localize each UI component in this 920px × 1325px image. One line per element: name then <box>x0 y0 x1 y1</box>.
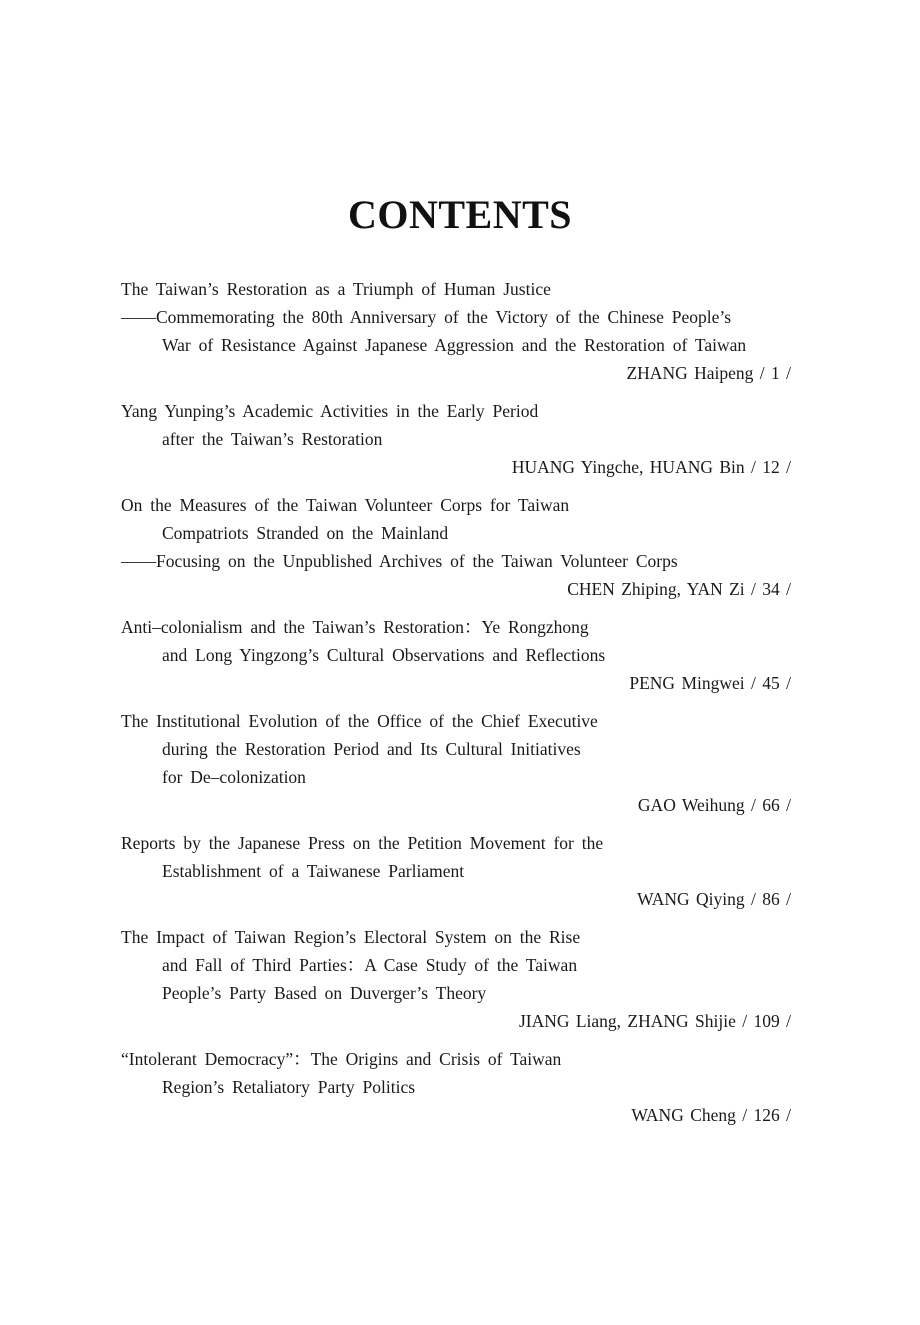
toc-title-line: Compatriots Stranded on the Mainland <box>162 523 449 543</box>
toc-title-line: Yang Yunping’s Academic Activities in the Early Period <box>121 401 539 421</box>
toc-authors-page: WANG Qiying / 86 / <box>637 889 791 909</box>
toc-title-line: and Long Yingzong’s Cultural Observations and Reflections <box>162 645 606 665</box>
toc-authors-page: ZHANG Haipeng / 1 / <box>626 363 791 383</box>
toc-authors-page: PENG Mingwei / 45 / <box>629 673 791 693</box>
toc-entry <box>121 1045 791 1129</box>
toc-entry <box>121 707 791 819</box>
toc-title-line: The Institutional Evolution of the Office of the Chief Executive <box>121 711 598 731</box>
toc-entry <box>121 923 791 1035</box>
toc-authors-page: GAO Weihung / 66 / <box>637 795 791 815</box>
toc-authors-page: JIANG Liang, ZHANG Shijie / 109 / <box>518 1011 791 1031</box>
toc-title-line: People’s Party Based on Duverger’s Theory <box>162 983 487 1003</box>
toc-entry <box>121 275 791 387</box>
page-title: CONTENTS <box>347 192 573 237</box>
toc-title-line: during the Restoration Period and Its Cultural Initiatives <box>162 739 581 759</box>
toc-entry <box>121 397 791 481</box>
toc-title-line: ——Commemorating the 80th Anniversary of the Victory of the Chinese People’s <box>121 307 732 327</box>
toc-title-line: for De–colonization <box>162 767 306 787</box>
toc-title-line: after the Taiwan’s Restoration <box>162 429 383 449</box>
toc-entry <box>121 613 791 697</box>
toc-title-line: Establishment of a Taiwanese Parliament <box>162 861 465 881</box>
toc-authors-page: HUANG Yingche, HUANG Bin / 12 / <box>511 457 791 477</box>
toc-title-line: The Taiwan’s Restoration as a Triumph of Human Justice <box>121 279 551 299</box>
toc-title-line: On the Measures of the Taiwan Volunteer Corps for Taiwan <box>121 495 570 515</box>
toc-entry <box>121 491 791 603</box>
toc-list <box>121 275 791 1129</box>
toc-title-line: ——Focusing on the Unpublished Archives of the Taiwan Volunteer Corps <box>121 551 678 571</box>
toc-authors-page: WANG Cheng / 126 / <box>631 1105 791 1125</box>
toc-title-line: Reports by the Japanese Press on the Petition Movement for the <box>121 833 604 853</box>
toc-entry <box>121 829 791 913</box>
toc-authors-page: CHEN Zhiping, YAN Zi / 34 / <box>567 579 791 599</box>
toc-title-line: Region’s Retaliatory Party Politics <box>162 1077 416 1097</box>
toc-title-line: “Intolerant Democracy”：The Origins and Crisis of Taiwan <box>121 1049 562 1069</box>
toc-title-line: Anti–colonialism and the Taiwan’s Restoration：Ye Rongzhong <box>121 617 589 637</box>
toc-title-line: The Impact of Taiwan Region’s Electoral System on the Rise <box>121 927 581 947</box>
toc-title-line: and Fall of Third Parties：A Case Study of the Taiwan <box>162 955 578 975</box>
toc-title-line: War of Resistance Against Japanese Aggression and the Restoration of Taiwan <box>162 335 747 355</box>
